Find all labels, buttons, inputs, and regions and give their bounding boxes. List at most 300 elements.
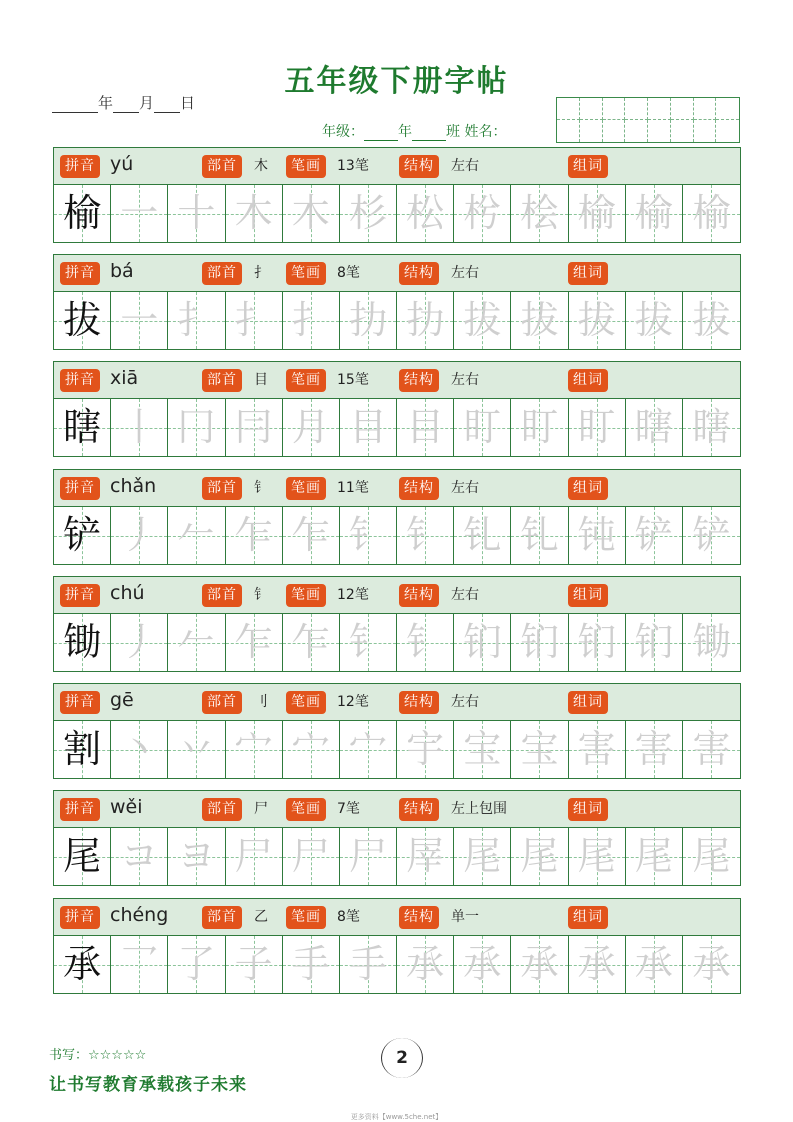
trace-stroke: 丨: [120, 405, 159, 449]
trace-cell[interactable]: [283, 936, 340, 993]
trace-stroke: 扌: [177, 298, 216, 342]
trace-cell[interactable]: [397, 721, 454, 778]
pinyin-tag: 拼音: [60, 262, 100, 285]
structure-value: 左右: [451, 372, 479, 388]
pinyin-tag: 拼音: [60, 155, 100, 178]
trace-cell[interactable]: [340, 292, 397, 349]
trace-stroke: 宝: [520, 727, 559, 771]
trace-cell[interactable]: [283, 399, 340, 456]
structure-tag: 结构: [399, 691, 439, 714]
structure-tag: 结构: [399, 906, 439, 929]
trace-stroke: 钅: [348, 620, 387, 664]
character-block: [53, 361, 741, 457]
model-character-cell: [54, 721, 111, 778]
trace-cell[interactable]: [168, 399, 225, 456]
character-info-bar: [54, 791, 740, 828]
trace-stroke: 钆: [520, 513, 559, 557]
trace-stroke: 尸: [291, 834, 330, 878]
trace-cell[interactable]: [168, 936, 225, 993]
trace-stroke: 铲: [692, 513, 731, 557]
character-info-bar: [54, 684, 740, 721]
pinyin-tag: 拼音: [60, 477, 100, 500]
radical-tag: 部首: [202, 155, 242, 178]
radical-tag: 部首: [202, 262, 242, 285]
writing-grid: [54, 292, 740, 349]
trace-cell[interactable]: [111, 936, 168, 993]
trace-stroke: 钝: [577, 513, 616, 557]
trace-stroke: 丶: [120, 727, 159, 771]
trace-cell[interactable]: [111, 721, 168, 778]
trace-stroke: 丿: [120, 620, 159, 664]
model-character-cell: [54, 292, 111, 349]
trace-cell[interactable]: [626, 292, 683, 349]
trace-stroke: 屖: [406, 834, 445, 878]
trace-stroke: 乍: [291, 513, 330, 557]
trace-stroke: 松: [406, 191, 445, 235]
trace-cell[interactable]: [168, 185, 225, 242]
trace-cell[interactable]: [340, 614, 397, 671]
trace-cell[interactable]: [569, 721, 626, 778]
radical-value: 乙: [254, 909, 268, 925]
trace-cell[interactable]: [569, 614, 626, 671]
trace-stroke: 榆: [577, 191, 616, 235]
trace-cell[interactable]: [626, 936, 683, 993]
trace-cell[interactable]: [283, 507, 340, 564]
writing-grid: [54, 936, 740, 993]
trace-cell[interactable]: [283, 828, 340, 885]
trace-stroke: 榆: [634, 191, 673, 235]
trace-stroke: 钅: [406, 620, 445, 664]
trace-cell[interactable]: [226, 292, 283, 349]
character-info-bar: [54, 899, 740, 936]
trace-cell[interactable]: [511, 828, 568, 885]
strokes-tag: 笔画: [286, 798, 326, 821]
trace-cell[interactable]: [626, 185, 683, 242]
class-info-line: [322, 121, 506, 141]
model-character-cell: [54, 936, 111, 993]
trace-cell[interactable]: [454, 828, 511, 885]
trace-stroke: 丿: [120, 513, 159, 557]
strokes-value: 12笔: [337, 694, 369, 710]
strokes-tag: 笔画: [286, 477, 326, 500]
model-character-cell: [54, 185, 111, 242]
trace-stroke: ヨ: [177, 834, 216, 878]
trace-cell[interactable]: [340, 936, 397, 993]
trace-cell[interactable]: [454, 936, 511, 993]
structure-value: 左右: [451, 480, 479, 496]
trace-stroke: 扌: [291, 298, 330, 342]
character-info-bar: [54, 362, 740, 399]
strokes-tag: 笔画: [286, 369, 326, 392]
structure-tag: 结构: [399, 798, 439, 821]
trace-stroke: 铲: [634, 513, 673, 557]
year-blank: [52, 98, 98, 113]
structure-value: 单一: [451, 909, 479, 925]
trace-stroke: 尸: [348, 834, 387, 878]
character-block: [53, 147, 741, 243]
trace-stroke: 冃: [234, 405, 273, 449]
trace-cell[interactable]: [683, 185, 740, 242]
trace-cell[interactable]: [226, 614, 283, 671]
trace-stroke: 害: [692, 727, 731, 771]
strokes-tag: 笔画: [286, 262, 326, 285]
trace-cell[interactable]: [683, 936, 740, 993]
trace-cell[interactable]: [454, 399, 511, 456]
month-blank: [113, 98, 139, 113]
trace-cell[interactable]: [340, 185, 397, 242]
trace-cell[interactable]: [226, 721, 283, 778]
grade-year-label: 年: [398, 124, 412, 140]
writing-grid: [54, 185, 740, 242]
character-info-bar: [54, 255, 740, 292]
model-character: 尾: [63, 834, 102, 878]
trace-stroke: 扐: [348, 298, 387, 342]
source-note: 更多资料【www.5che.net】: [350, 1113, 443, 1121]
trace-cell[interactable]: [683, 399, 740, 456]
strokes-value: 8笔: [337, 909, 360, 925]
radical-value: 刂: [254, 694, 268, 710]
name-label: 姓名：: [464, 124, 507, 140]
footer-slogan: 让书写教育承载孩子未来: [49, 1075, 247, 1095]
trace-stroke: 盯: [577, 405, 616, 449]
trace-cell[interactable]: [626, 614, 683, 671]
trace-cell[interactable]: [111, 614, 168, 671]
model-character-cell: [54, 399, 111, 456]
trace-cell[interactable]: [683, 828, 740, 885]
radical-value: 钅: [254, 480, 268, 496]
trace-cell[interactable]: [168, 828, 225, 885]
words-tag: 组词: [568, 262, 608, 285]
trace-stroke: 钔: [577, 620, 616, 664]
trace-stroke: 冂: [177, 405, 216, 449]
trace-cell[interactable]: [168, 614, 225, 671]
trace-stroke: 榆: [692, 191, 731, 235]
trace-stroke: 钅: [348, 513, 387, 557]
radical-value: 目: [254, 372, 268, 388]
model-character: 榆: [63, 191, 102, 235]
strokes-value: 13笔: [337, 158, 369, 174]
structure-tag: 结构: [399, 155, 439, 178]
writing-grid: [54, 507, 740, 564]
structure-tag: 结构: [399, 262, 439, 285]
day-blank: [154, 98, 180, 113]
strokes-tag: 笔画: [286, 584, 326, 607]
words-tag: 组词: [568, 584, 608, 607]
writing-grid: [54, 721, 740, 778]
trace-cell[interactable]: [283, 614, 340, 671]
trace-stroke: 木: [234, 191, 273, 235]
trace-cell[interactable]: [626, 828, 683, 885]
trace-cell[interactable]: [683, 614, 740, 671]
trace-stroke: 目: [406, 405, 445, 449]
trace-stroke: 一: [120, 191, 159, 235]
trace-cell[interactable]: [683, 292, 740, 349]
writing-grid: [54, 614, 740, 671]
trace-stroke: 宀: [348, 727, 387, 771]
radical-value: 扌: [254, 265, 268, 281]
trace-stroke: 拔: [520, 298, 559, 342]
writing-grid: [54, 399, 740, 456]
words-tag: 组词: [568, 691, 608, 714]
trace-stroke: 乍: [234, 620, 273, 664]
trace-stroke: 乍: [234, 513, 273, 557]
trace-stroke: 尸: [234, 834, 273, 878]
trace-stroke: 目: [348, 405, 387, 449]
trace-stroke: 尾: [634, 834, 673, 878]
trace-cell[interactable]: [569, 828, 626, 885]
trace-cell[interactable]: [111, 399, 168, 456]
trace-stroke: 月: [291, 405, 330, 449]
model-character-cell: [54, 614, 111, 671]
strokes-tag: 笔画: [286, 155, 326, 178]
trace-cell[interactable]: [511, 614, 568, 671]
writing-grid: [54, 828, 740, 885]
trace-cell[interactable]: [397, 614, 454, 671]
trace-stroke: 木: [291, 191, 330, 235]
trace-cell[interactable]: [454, 185, 511, 242]
character-info-bar: [54, 148, 740, 185]
structure-value: 左上包围: [451, 801, 507, 817]
radical-tag: 部首: [202, 691, 242, 714]
words-tag: 组词: [568, 798, 608, 821]
trace-cell[interactable]: [226, 185, 283, 242]
model-character: 铲: [63, 513, 102, 557]
trace-stroke: 丷: [177, 727, 216, 771]
pinyin-value: chǎn: [110, 475, 157, 497]
trace-stroke: 子: [234, 942, 273, 986]
name-boxes: [556, 97, 740, 143]
trace-stroke: 尾: [520, 834, 559, 878]
trace-cell[interactable]: [397, 507, 454, 564]
trace-cell[interactable]: [111, 507, 168, 564]
pinyin-value: chú: [110, 582, 145, 604]
trace-stroke: コ: [120, 834, 159, 878]
trace-cell[interactable]: [454, 614, 511, 671]
trace-cell[interactable]: [569, 292, 626, 349]
words-tag: 组词: [568, 477, 608, 500]
trace-stroke: 承: [634, 942, 673, 986]
trace-cell[interactable]: [283, 185, 340, 242]
words-tag: 组词: [568, 369, 608, 392]
trace-stroke: 承: [520, 942, 559, 986]
trace-cell[interactable]: [397, 292, 454, 349]
structure-tag: 结构: [399, 369, 439, 392]
trace-cell[interactable]: [511, 936, 568, 993]
trace-stroke: 宀: [291, 727, 330, 771]
trace-cell[interactable]: [683, 721, 740, 778]
pinyin-value: gē: [110, 689, 134, 711]
trace-cell[interactable]: [569, 936, 626, 993]
trace-stroke: 瞎: [634, 405, 673, 449]
structure-value: 左右: [451, 587, 479, 603]
trace-cell[interactable]: [569, 399, 626, 456]
trace-stroke: 十: [177, 191, 216, 235]
trace-stroke: 枍: [463, 191, 502, 235]
trace-cell[interactable]: [626, 399, 683, 456]
model-character-cell: [54, 828, 111, 885]
trace-cell[interactable]: [111, 292, 168, 349]
radical-value: 尸: [254, 801, 268, 817]
model-character: 瞎: [63, 405, 102, 449]
date-line: [52, 92, 195, 113]
trace-cell[interactable]: [626, 507, 683, 564]
structure-value: 左右: [451, 265, 479, 281]
trace-cell[interactable]: [283, 292, 340, 349]
strokes-value: 8笔: [337, 265, 360, 281]
radical-tag: 部首: [202, 477, 242, 500]
trace-cell[interactable]: [111, 185, 168, 242]
trace-cell[interactable]: [569, 507, 626, 564]
pinyin-tag: 拼音: [60, 369, 100, 392]
trace-stroke: 尾: [577, 834, 616, 878]
radical-tag: 部首: [202, 798, 242, 821]
pinyin-value: xiā: [110, 367, 139, 389]
radical-tag: 部首: [202, 369, 242, 392]
trace-stroke: 承: [577, 942, 616, 986]
pinyin-tag: 拼音: [60, 906, 100, 929]
trace-stroke: 乍: [291, 620, 330, 664]
trace-cell[interactable]: [511, 399, 568, 456]
trace-stroke: 尾: [463, 834, 502, 878]
structure-tag: 结构: [399, 477, 439, 500]
strokes-tag: 笔画: [286, 691, 326, 714]
trace-stroke: 手: [348, 942, 387, 986]
trace-cell[interactable]: [511, 721, 568, 778]
model-character-cell: [54, 507, 111, 564]
trace-cell[interactable]: [397, 185, 454, 242]
page-title: 五年级下册字帖: [284, 64, 509, 99]
character-block: [53, 898, 741, 994]
trace-stroke: 宇: [406, 727, 445, 771]
trace-stroke: 一: [120, 298, 159, 342]
character-info-bar: [54, 470, 740, 507]
trace-stroke: 害: [634, 727, 673, 771]
trace-stroke: 钔: [520, 620, 559, 664]
character-block: [53, 790, 741, 886]
pinyin-value: chéng: [110, 904, 169, 926]
pinyin-value: wěi: [110, 796, 143, 818]
trace-cell[interactable]: [454, 507, 511, 564]
trace-cell[interactable]: [340, 507, 397, 564]
trace-stroke: 扐: [406, 298, 445, 342]
trace-stroke: 拔: [577, 298, 616, 342]
character-block: [53, 254, 741, 350]
character-block: [53, 469, 741, 565]
trace-stroke: 盯: [463, 405, 502, 449]
trace-cell[interactable]: [511, 185, 568, 242]
trace-stroke: 𠂉: [177, 513, 216, 557]
trace-stroke: 拔: [463, 298, 502, 342]
strokes-value: 7笔: [337, 801, 360, 817]
trace-cell[interactable]: [397, 828, 454, 885]
trace-stroke: 尾: [692, 834, 731, 878]
trace-cell[interactable]: [511, 292, 568, 349]
month-label: 月: [139, 94, 155, 112]
trace-cell[interactable]: [683, 507, 740, 564]
trace-stroke: 瞎: [692, 405, 731, 449]
model-character: 锄: [63, 620, 102, 664]
trace-stroke: 盯: [520, 405, 559, 449]
year-label: 年: [98, 94, 114, 112]
trace-stroke: 宀: [234, 727, 273, 771]
model-character: 拔: [63, 298, 102, 342]
trace-stroke: 承: [463, 942, 502, 986]
structure-value: 左右: [451, 694, 479, 710]
trace-cell[interactable]: [511, 507, 568, 564]
character-info-bar: [54, 577, 740, 614]
trace-cell[interactable]: [226, 399, 283, 456]
page-number: 2: [381, 1038, 423, 1078]
model-character: 承: [63, 942, 102, 986]
trace-stroke: 了: [177, 942, 216, 986]
trace-cell[interactable]: [397, 399, 454, 456]
strokes-value: 11笔: [337, 480, 369, 496]
trace-cell[interactable]: [626, 721, 683, 778]
trace-cell[interactable]: [168, 721, 225, 778]
class-blank: [412, 128, 446, 141]
trace-stroke: 桧: [520, 191, 559, 235]
trace-cell[interactable]: [168, 507, 225, 564]
character-block: [53, 683, 741, 779]
structure-value: 左右: [451, 158, 479, 174]
trace-cell[interactable]: [397, 936, 454, 993]
trace-cell[interactable]: [340, 828, 397, 885]
trace-cell[interactable]: [569, 185, 626, 242]
trace-stroke: 钅: [406, 513, 445, 557]
words-tag: 组词: [568, 155, 608, 178]
character-block: [53, 576, 741, 672]
trace-cell[interactable]: [283, 721, 340, 778]
grade-label: 年级：: [322, 124, 364, 140]
trace-cell[interactable]: [340, 399, 397, 456]
trace-stroke: 锄: [692, 620, 731, 664]
trace-cell[interactable]: [454, 292, 511, 349]
trace-stroke: 拔: [692, 298, 731, 342]
pinyin-tag: 拼音: [60, 798, 100, 821]
strokes-tag: 笔画: [286, 906, 326, 929]
structure-tag: 结构: [399, 584, 439, 607]
pinyin-value: yú: [110, 153, 134, 175]
radical-tag: 部首: [202, 906, 242, 929]
trace-cell[interactable]: [340, 721, 397, 778]
trace-cell[interactable]: [226, 936, 283, 993]
strokes-value: 12笔: [337, 587, 369, 603]
model-character: 割: [63, 727, 102, 771]
radical-value: 木: [254, 158, 268, 174]
trace-stroke: 害: [577, 727, 616, 771]
trace-stroke: 宝: [463, 727, 502, 771]
radical-tag: 部首: [202, 584, 242, 607]
pinyin-value: bá: [110, 260, 134, 282]
rating-stars: 书写：☆☆☆☆☆: [49, 1048, 147, 1063]
trace-stroke: 手: [291, 942, 330, 986]
pinyin-tag: 拼音: [60, 691, 100, 714]
radical-value: 钅: [254, 587, 268, 603]
trace-stroke: 钔: [634, 620, 673, 664]
trace-cell[interactable]: [226, 507, 283, 564]
strokes-value: 15笔: [337, 372, 369, 388]
trace-stroke: 承: [692, 942, 731, 986]
trace-cell[interactable]: [111, 828, 168, 885]
trace-stroke: 承: [406, 942, 445, 986]
trace-cell[interactable]: [454, 721, 511, 778]
trace-stroke: 扌: [234, 298, 273, 342]
trace-stroke: 乛: [120, 942, 159, 986]
grade-blank: [364, 128, 398, 141]
trace-stroke: 𠂉: [177, 620, 216, 664]
trace-cell[interactable]: [226, 828, 283, 885]
trace-cell[interactable]: [168, 292, 225, 349]
